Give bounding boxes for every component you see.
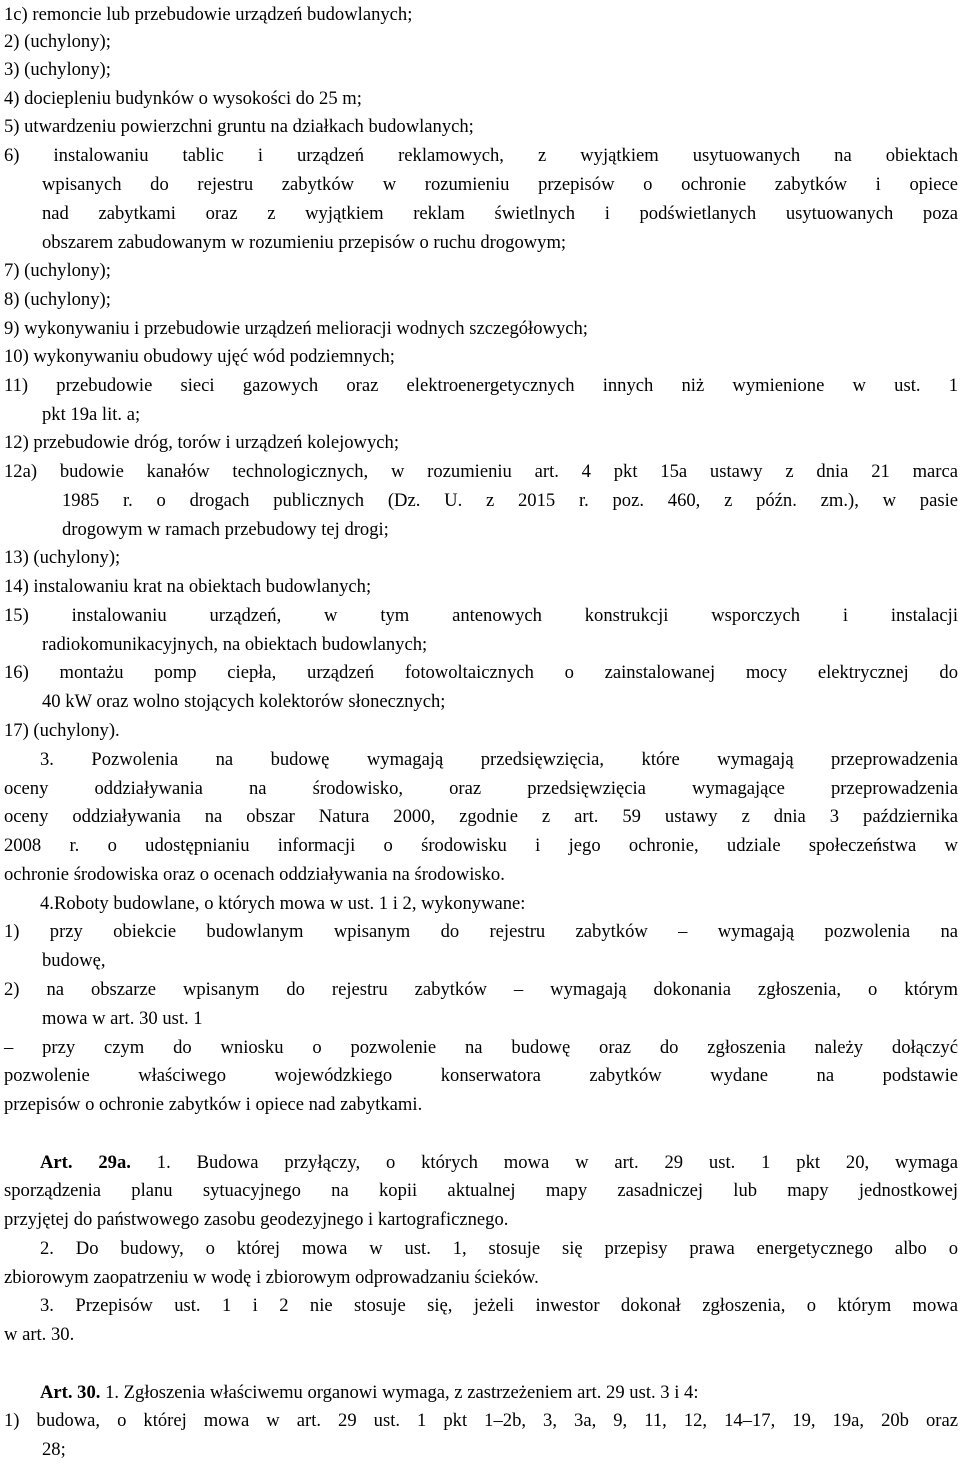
- text-line: 1) budowa, o której mowa w art. 29 ust. 1 pkt 1–2b, 3, 3a, 9, 11, 12, 14–17, 19, 19a, 20b oraz: [4, 1410, 958, 1431]
- text-line: oceny oddziaływania na obszar Natura 2000, zgodnie z art. 59 ustawy z dnia 3 października: [4, 806, 958, 827]
- text-line: 8) (uchylony);: [4, 289, 111, 310]
- text-line: 4) dociepleniu budynków o wysokości do 25 m;: [4, 88, 362, 109]
- text-span: 1. Budowa przyłączy, o których mowa w art. 29 ust. 1 pkt 20, wymaga: [130, 1152, 958, 1173]
- text-line: 3. Przepisów ust. 1 i 2 nie stosuje się, jeżeli inwestor dokonał zgłoszenia, o którym mowa: [40, 1295, 958, 1316]
- text-line: radiokomunikacyjnych, na obiektach budowlanych;: [42, 634, 428, 655]
- article-heading: Art. 30.: [40, 1382, 101, 1403]
- text-line: przyjętej do państwowego zasobu geodezyjnego i kartograficznego.: [4, 1209, 509, 1230]
- text-line: 3. Pozwolenia na budowę wymagają przedsięwzięcia, które wymagają przeprowadzenia: [40, 749, 958, 770]
- text-line: przepisów o ochronie zabytków i opiece nad zabytkami.: [4, 1094, 423, 1115]
- text-line: drogowym w ramach przebudowy tej drogi;: [62, 519, 389, 540]
- article-heading: Art. 29a.: [40, 1152, 131, 1173]
- text-line: 12) przebudowie dróg, torów i urządzeń kolejowych;: [4, 432, 399, 453]
- text-line: 9) wykonywaniu i przebudowie urządzeń melioracji wodnych szczegółowych;: [4, 318, 588, 339]
- text-line: mowa w art. 30 ust. 1: [42, 1008, 203, 1029]
- text-line: 13) (uchylony);: [4, 547, 121, 568]
- text-line: 40 kW oraz wolno stojących kolektorów słonecznych;: [42, 691, 446, 712]
- text-line: 16) montażu pomp ciepła, urządzeń fotowoltaicznych o zainstalowanej mocy elektrycznej do: [4, 662, 958, 683]
- article-30-intro: [40, 1378, 958, 1407]
- text-line: 6) instalowaniu tablic i urządzeń reklamowych, z wyjątkiem usytuowanych na obiektach: [4, 145, 958, 166]
- text-line: obszarem zabudowanym w rozumieniu przepisów o ruchu drogowym;: [42, 232, 567, 253]
- text-line: 17) (uchylony).: [4, 720, 120, 741]
- text-line: zbiorowym zaopatrzeniu w wodę i zbiorowym odprowadzaniu ścieków.: [4, 1267, 539, 1288]
- text-line: nad zabytkami oraz z wyjątkiem reklam świetlnych i podświetlanych usytuowanych poza: [42, 203, 958, 224]
- text-line: 10) wykonywaniu obudowy ujęć wód podziemnych;: [4, 346, 395, 367]
- text-line: oceny oddziaływania na środowisko, oraz przedsięwzięcia wymagające przeprowadzenia: [4, 778, 958, 799]
- text-line: budowę,: [42, 950, 106, 971]
- text-line: 1c) remoncie lub przebudowie urządzeń budowlanych;: [4, 4, 413, 25]
- text-line: 4.Roboty budowlane, o których mowa w ust. 1 i 2, wykonywane:: [40, 893, 526, 914]
- text-line: 5) utwardzeniu powierzchni gruntu na działkach budowlanych;: [4, 116, 474, 137]
- text-line: pkt 19a lit. a;: [42, 404, 141, 425]
- text-line: 2. Do budowy, o której mowa w ust. 1, stosuje się przepisy prawa energetycznego albo o: [40, 1238, 958, 1259]
- text-line: 3) (uchylony);: [4, 59, 111, 80]
- text-line: 2) (uchylony);: [4, 31, 111, 52]
- text-line: 14) instalowaniu krat na obiektach budowlanych;: [4, 576, 372, 597]
- text-line: pozwolenie właściwego wojewódzkiego konserwatora zabytków wydane na podstawie: [4, 1065, 958, 1086]
- text-line: 2008 r. o udostępnianiu informacji o środowisku i jego ochronie, udziale społeczeństwa w: [4, 835, 958, 856]
- text-line: ochronie środowiska oraz o ocenach oddziaływania na środowisko.: [4, 864, 505, 885]
- text-line: 2) na obszarze wpisanym do rejestru zabytków – wymagają dokonania zgłoszenia, o którym: [4, 979, 958, 1000]
- text-line: – przy czym do wniosku o pozwolenie na budowę oraz do zgłoszenia należy dołączyć: [4, 1037, 958, 1058]
- text-line: 28;: [42, 1439, 66, 1460]
- text-line: 11) przebudowie sieci gazowych oraz elektroenergetycznych innych niż wymienione w ust. 1: [4, 375, 958, 396]
- text-line: sporządzenia planu sytuacyjnego na kopii aktualnej mapy zasadniczej lub mapy jednostkowej: [4, 1180, 958, 1201]
- text-line: 15) instalowaniu urządzeń, w tym antenowych konstrukcji wsporczych i instalacji: [4, 605, 958, 626]
- text-line: 1985 r. o drogach publicznych (Dz. U. z 2015 r. poz. 460, z późn. zm.), w pasie: [62, 490, 958, 511]
- text-line: 1) przy obiekcie budowlanym wpisanym do rejestru zabytków – wymagają pozwolenia na: [4, 921, 958, 942]
- text-line: 7) (uchylony);: [4, 260, 111, 281]
- text-span: 1. Zgłoszenia właściwemu organowi wymaga, z zastrzeżeniem art. 29 ust. 3 i 4:: [100, 1382, 699, 1403]
- article-29a-intro: [40, 1148, 958, 1177]
- text-line: wpisanych do rejestru zabytków w rozumieniu przepisów o ochronie zabytków i opiece: [42, 174, 958, 195]
- text-line: w art. 30.: [4, 1324, 75, 1345]
- text-line: 12a) budowie kanałów technologicznych, w rozumieniu art. 4 pkt 15a ustawy z dnia 21 marca: [4, 461, 958, 482]
